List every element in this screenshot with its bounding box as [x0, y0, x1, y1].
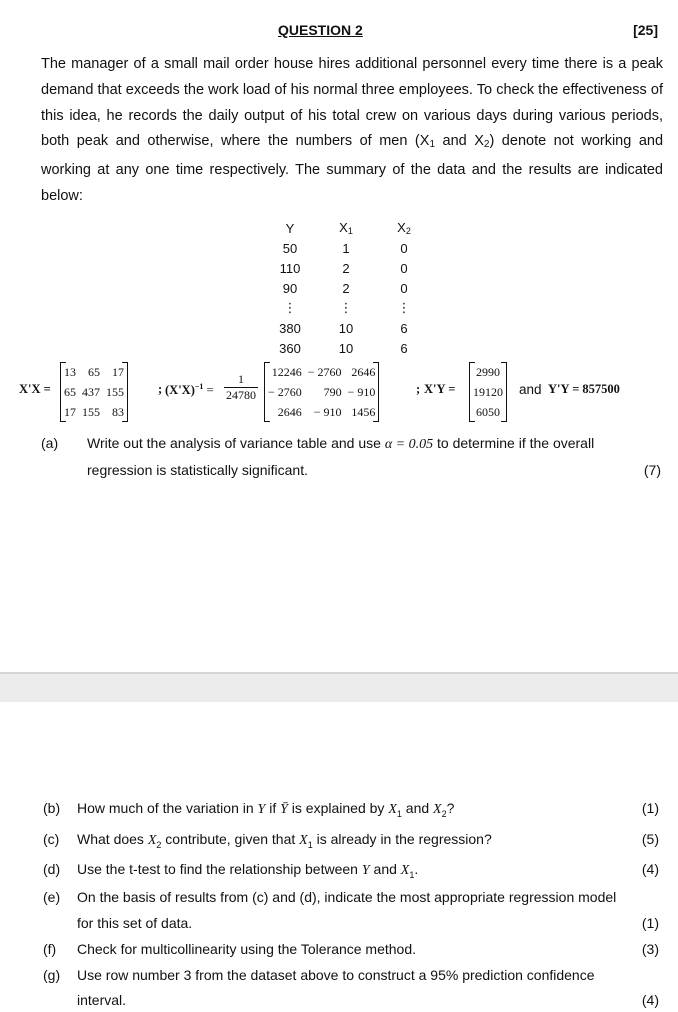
- separator: ;: [158, 382, 163, 396]
- scalar-fraction: [224, 372, 258, 403]
- matrix-row: [265, 402, 378, 422]
- question-text: is already in the regression?: [316, 831, 492, 847]
- question-label: (b): [43, 800, 61, 816]
- question-text: if: [269, 800, 277, 816]
- question-marks: (3): [641, 941, 659, 957]
- question-marks: (7): [643, 462, 661, 478]
- question-g-line1: Use row number 3 from the dataset above to construct a 95% prediction confidence: [77, 967, 595, 983]
- question-f-text: Check for multicollinearity using the Tolerance method.: [77, 941, 417, 957]
- cell-y: 110: [279, 260, 301, 276]
- matrix-cell: 790: [323, 384, 342, 399]
- col-header-x2-sub: 2: [405, 226, 411, 236]
- question-a-text2: to determine if the overall: [437, 435, 595, 451]
- matrix-cell: 19120: [473, 384, 503, 399]
- question-text: Use the t-test to find the relationship between: [77, 861, 358, 877]
- matrix-cell: 155: [106, 384, 124, 399]
- math-var: X: [147, 833, 157, 848]
- xtx-label: X'X =: [19, 382, 51, 396]
- separator: ;: [416, 382, 421, 396]
- cell-x1: 10: [338, 340, 354, 356]
- math-var: Y: [361, 863, 370, 878]
- question-a-text1: Write out the analysis of variance table and use: [87, 435, 381, 451]
- matrix-cell: 13: [64, 364, 76, 379]
- table-row: [266, 298, 430, 318]
- matrix-row: [61, 402, 127, 422]
- col-header-x1-text: X: [339, 220, 348, 235]
- xty-vector: [469, 362, 507, 422]
- matrix-cell: 65: [88, 364, 100, 379]
- question-text: What does: [77, 831, 144, 847]
- math-var: X: [400, 863, 410, 878]
- intro-text-3: ) denote not working and working at any one time respectively. The summary of the data and the results are indicated below:: [41, 133, 664, 204]
- question-e: [43, 889, 659, 937]
- matrix-cell: 2646: [351, 364, 376, 379]
- table-row: [266, 318, 430, 338]
- cell-y: ⋮: [283, 300, 297, 315]
- cell-x1: 1: [342, 240, 350, 256]
- matrix-row: [61, 362, 127, 382]
- question-label: (e): [43, 889, 61, 905]
- matrix-cell: − 2760: [268, 384, 302, 399]
- data-table-header: [266, 218, 430, 238]
- matrix-cell: 65: [64, 384, 76, 399]
- question-label: (f): [43, 941, 57, 957]
- question-text: and: [373, 861, 397, 877]
- question-b: [43, 800, 659, 822]
- question-label: (c): [43, 831, 60, 847]
- col-header-y: Y: [285, 220, 295, 236]
- question-g: [43, 967, 659, 1011]
- inverse-sup: −1: [194, 382, 204, 391]
- fraction-numerator: 1: [224, 372, 258, 388]
- col-header-x1-sub: 1: [347, 226, 353, 236]
- question-a-text3: regression is statistically significant.: [87, 462, 308, 478]
- matrix-row: [470, 382, 506, 402]
- question-text: How much of the variation in: [77, 800, 254, 816]
- question-text: ?: [446, 800, 455, 816]
- alpha-value: α = 0.05: [384, 437, 434, 452]
- question-text: and: [405, 800, 430, 816]
- question-a-line1: [87, 435, 594, 453]
- cell-y: 90: [282, 280, 298, 296]
- matrix-cell: 2990: [476, 364, 500, 379]
- question-text: is explained by: [291, 800, 385, 816]
- cell-x2: 0: [400, 280, 408, 296]
- question-e-line2: for this set of data.: [77, 915, 193, 931]
- math-sub: 2: [156, 839, 162, 850]
- table-row: [266, 238, 430, 258]
- question-a: [41, 435, 661, 485]
- question-marks: (4): [641, 861, 659, 877]
- math-sub: 2: [441, 808, 447, 819]
- table-row: [266, 258, 430, 278]
- cell-y: 380: [279, 320, 301, 336]
- matrix-cell: 12246: [271, 364, 302, 379]
- question-marks: (4): [641, 992, 659, 1008]
- matrix-cell: 437: [82, 384, 100, 399]
- question-f: [43, 941, 659, 963]
- matrix-cell: 2646: [277, 404, 302, 419]
- question-label: (a): [41, 435, 59, 451]
- inverse-eq: =: [206, 383, 214, 398]
- cell-x1: ⋮: [339, 300, 353, 315]
- cell-x1: 10: [338, 320, 354, 336]
- question-g-line2: interval.: [77, 992, 127, 1008]
- question-d-text: [77, 861, 418, 880]
- inverse-label-text: (X'X): [165, 383, 195, 398]
- inverse-matrix: [264, 362, 379, 422]
- intro-text-2: and X: [435, 133, 484, 150]
- math-sub: 1: [396, 808, 402, 819]
- question-label: (g): [43, 967, 61, 983]
- matrix-cell: 6050: [476, 404, 500, 419]
- matrix-cell: − 2760: [307, 364, 342, 379]
- table-row: [266, 338, 430, 358]
- cell-x2: ⋮: [397, 300, 411, 315]
- matrix-cell: 1456: [351, 404, 376, 419]
- math-sub: 1: [409, 869, 415, 880]
- question-marks: (1): [641, 915, 659, 931]
- intro-sub-1: 1: [429, 139, 435, 151]
- cell-y: 50: [282, 240, 298, 256]
- math-var: X: [299, 833, 308, 848]
- question-header: [0, 22, 678, 44]
- matrix-row: [265, 382, 378, 402]
- cell-x1: 2: [342, 260, 350, 276]
- inverse-label: [165, 382, 214, 398]
- question-total-marks: [25]: [633, 22, 658, 38]
- and-text: and: [519, 382, 542, 397]
- math-var: Y: [257, 802, 266, 817]
- cell-x2: 6: [400, 320, 408, 336]
- col-header-x2-text: X: [397, 220, 406, 235]
- question-d: [43, 861, 659, 883]
- intro-text-1: The manager of a small mail order house hires additional personnel every time there is a peak demand that exceeds the work load of his normal three employees. To check the effectiveness of this idea, he records the daily output of his total crew on various days during various periods, both peak and otherwise, where the numbers of men (X: [41, 56, 663, 150]
- math-var: X: [388, 802, 397, 817]
- cell-x1: 2: [342, 280, 350, 296]
- matrix-cell: 17: [64, 404, 76, 419]
- question-label: (d): [43, 861, 61, 877]
- matrix-row: [61, 382, 127, 402]
- xty-label: X'Y =: [424, 382, 456, 396]
- col-header-x2: [378, 218, 430, 238]
- table-row: [266, 278, 430, 298]
- intro-sub-2: 2: [483, 139, 490, 151]
- question-text: contribute, given that: [165, 831, 296, 847]
- matrix-summary: [0, 360, 678, 428]
- yty-value: Y'Y = 857500: [548, 382, 620, 396]
- question-marks: (5): [641, 831, 659, 847]
- xtx-matrix: [60, 362, 128, 422]
- col-header-x1: [314, 218, 378, 238]
- cell-y: 360: [279, 340, 301, 356]
- matrix-cell: − 910: [313, 404, 342, 419]
- matrix-cell: 155: [82, 404, 100, 419]
- question-marks: (1): [641, 800, 659, 816]
- question-title: QUESTION 2: [278, 22, 363, 38]
- math-sub: 1: [307, 839, 313, 850]
- page-divider: [0, 674, 678, 702]
- question-text: .: [414, 861, 419, 877]
- matrix-cell: 83: [112, 404, 124, 419]
- math-var: Ȳ: [280, 802, 288, 817]
- intro-paragraph: [41, 52, 663, 210]
- matrix-cell: − 910: [347, 384, 376, 399]
- matrix-row: [265, 362, 378, 382]
- question-c: [43, 831, 659, 853]
- fraction-denominator: 24780: [226, 388, 256, 402]
- question-e-line1: On the basis of results from (c) and (d), indicate the most appropriate regression model: [77, 889, 617, 905]
- cell-x2: 0: [400, 240, 408, 256]
- question-c-text: [77, 831, 492, 850]
- matrix-row: [470, 362, 506, 382]
- math-var: X: [433, 802, 442, 817]
- matrix-cell: 17: [112, 364, 124, 379]
- matrix-row: [470, 402, 506, 422]
- cell-x2: 6: [400, 340, 408, 356]
- question-b-text: [77, 800, 454, 819]
- data-table: [266, 218, 430, 358]
- cell-x2: 0: [400, 260, 408, 276]
